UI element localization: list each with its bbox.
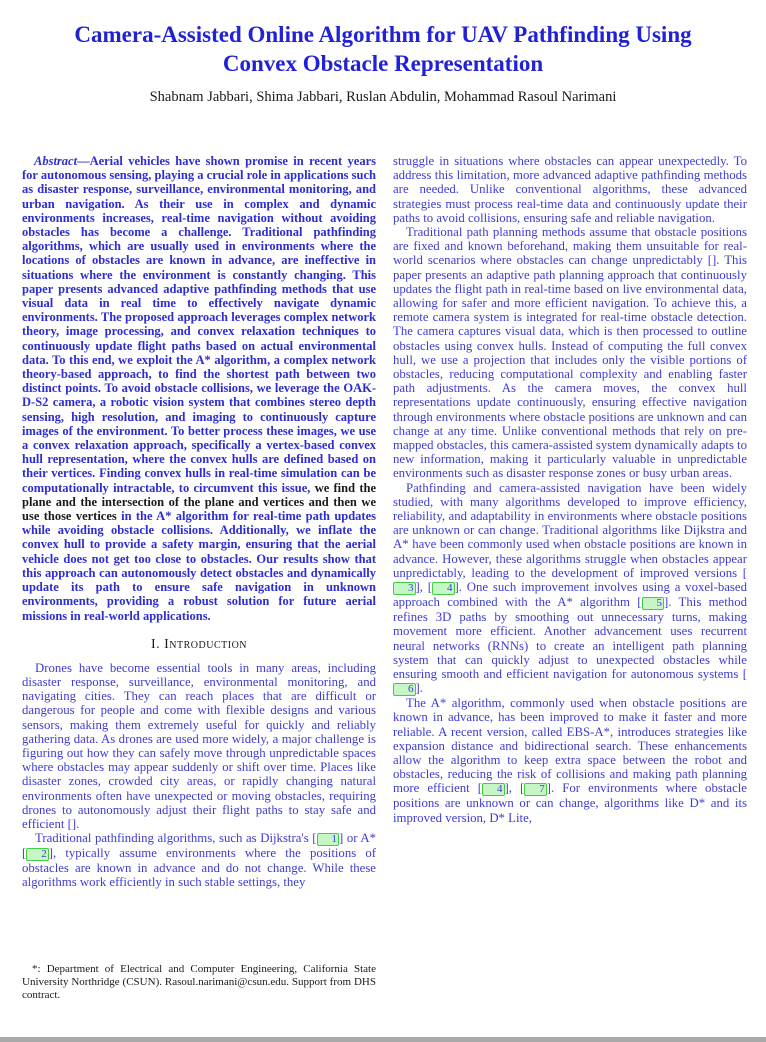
right-column xyxy=(393,154,747,1002)
citation-marker[interactable]: 5 xyxy=(642,597,665,610)
paper-title-line-2: Convex Obstacle Representation xyxy=(222,51,544,76)
right-paragraph-1: struggle in situations where obstacles can appear unexpectedly. To address this limitation, more advanced adaptive pathfinding methods are needed. Unlike conventional algorithms, these advanced strategies must process real-time data and continuously update their paths to avoid collisions, ensuring safe and reliable navigation. xyxy=(393,154,747,225)
author-affiliation-footnote: *: Department of Electrical and Computer Engineering, California State University Northridge (CSUN). Rasoul.narimani@csun.edu. Support from DHS contract. xyxy=(22,963,376,1001)
paper-title-line-1: Camera-Assisted Online Algorithm for UAV Pathfinding Using xyxy=(74,22,692,47)
window-bottom-edge xyxy=(0,1037,766,1042)
intro-paragraph-2: Traditional pathfinding algorithms, such as Dijkstra's [ 1 ] or A* [ 2 ], typically assume environments where the positions of obstacles are known in advance and do not change. While these algorithms work efficiently in such stable settings, they xyxy=(22,831,376,890)
citation-marker[interactable]: 7 xyxy=(524,783,547,796)
citation-marker[interactable]: 1 xyxy=(317,833,340,846)
citation-marker[interactable]: 2 xyxy=(26,848,49,861)
paper-title xyxy=(0,20,766,78)
right-paragraph-4: The A* algorithm, commonly used when obstacle positions are known in advance, has been improved to make it faster and more reliable. A recent version, called EBS-A*, introduces strategies like expansion distance and bidirectional search. These enhancements allow the algorithm to keep extra space between the robot and obstacles, reducing the risk of collisions and making path planning more efficient [ 4 ], [ 7 ]. For environments where obstacle positions are unknown or can change, algorithms like D* and its improved version, D* Lite, xyxy=(393,696,747,825)
citation-marker[interactable]: 3 xyxy=(393,582,416,595)
citation-marker[interactable]: 6 xyxy=(393,683,416,696)
abstract-paragraph: Abstract—Aerial vehicles have shown promise in recent years for autonomous sensing, playing a crucial role in applications such as disaster response, surveillance, environmental monitoring, and urban navigation. As their use in complex and dynamic environments increases, real-time navigation without avoiding obstacles has become a challenge. Traditional pathfinding algorithms, which are usually used in environments where the locations of obstacles are known in advance, are ineffective in situations where the environment is constantly changing. This paper presents advanced adaptive pathfinding methods that use visual data in real time to effectively navigate dynamic environments. The proposed approach leverages complex network theory, image processing, and convex relaxation techniques to continuously update flight paths based on actual environmental data. To this end, we exploit the A* algorithm, a complex network theory-based approach, to find the shortest path between two distinct points. To avoid obstacle collisions, we leverage the OAK-D-S2 camera, a robotic vision system that combines stereo depth sensing, high resolution, and imaging to continuously capture images of the environment. To better process these images, we use a convex relaxation approach, specifically a vertex-based convex hull representation, where the convex hulls are defined based on their vertices. Finding convex hulls in real-time simulation can be computationally intractable, to circumvent this issue, we find the plane and the intersection of the plane and vertices and then we use those vertices in the A* algorithm for real-time path updates while avoiding obstacle collisions. Additionally, we inflate the convex hull to provide a safety margin, ensuring that the aerial vehicle does not get too close to obstacles. Our results show that this approach can autonomously detect obstacles and dynamically update its path to ensure safe navigation in unknown environments, providing a robust solution for future aerial missions in real-world applications. xyxy=(22,154,377,623)
paper-authors: Shabnam Jabbari, Shima Jabbari, Ruslan Abdulin, Mohammad Rasoul Narimani xyxy=(149,89,617,105)
intro-paragraph-1: Drones have become essential tools in many areas, including disaster response, surveillance, environmental monitoring, and navigating cities. They can reach places that are difficult or dangerous for people and come with flexible designs and various sensors, making them extremely useful for quickly and reliably gathering data. As drones are used more widely, a major challenge is figuring out how they can safely move through unpredictable spaces where obstacles may appear suddenly or shift over time. Places like disaster zones, crowded city areas, or rapidly changing natural environments often have unexpected or moving obstacles, requiring drones to autonomously adjust their flight paths to stay safe and efficient []. xyxy=(22,660,376,831)
left-column xyxy=(22,154,376,1002)
right-paragraph-2: Traditional path planning methods assume that obstacle positions are fixed and known beforehand, making them unsuitable for real-world scenarios where obstacles can change unpredictably []. This paper presents an adaptive path planning approach that continuously updates the flight path in real-time based on live environmental data, allowing for safer and more efficient navigation. To achieve this, a remote camera system is integrated for real-time obstacle detection. The camera captures visual data, which is then processed to outline obstacles using convex hulls. Instead of computing the full convex hull, we use a projection that includes only the visible portions of obstacles, reducing computational complexity and enabling faster path adjustments. As the camera moves, the convex hull representations update continuously, ensuring effective navigation through environments where obstacle positions are unknown and can change at any time. Unlike conventional methods that rely on pre-mapped obstacles, this camera-assisted system dynamically adapts to new information, making it particularly valuable in unpredictable environments such as disaster response zones or busy urban areas. xyxy=(393,225,747,481)
citation-marker[interactable]: 4 xyxy=(482,783,505,796)
two-column-layout xyxy=(0,154,766,1002)
right-paragraph-3: Pathfinding and camera-assisted navigation have been widely studied, with many algorithms developed to improve efficiency, reliability, and adaptability in environments where obstacle positions are unknown or can change. Traditional algorithms like Dijkstra and A* have been commonly used when obstacle positions are known in advance. However, these algorithms struggle when obstacles appear unpredictably, leading to the development of improved versions [3 ], [ 4 ]. One such improvement involves using a voxel-based approach combined with the A* algorithm [ 5 ]. This method refines 3D paths by smoothing out unnecessary turns, making movement more efficient. Another advancement uses recurrent neural networks (RNNs) to create an intelligent path planning system that can quickly adjust to unexpected obstacles while ensuring smooth and efficient navigation for autonomous systems [6 ]. xyxy=(393,480,747,696)
citation-marker[interactable]: 4 xyxy=(432,582,455,595)
section-heading-introduction: I. Introduction xyxy=(150,636,248,652)
